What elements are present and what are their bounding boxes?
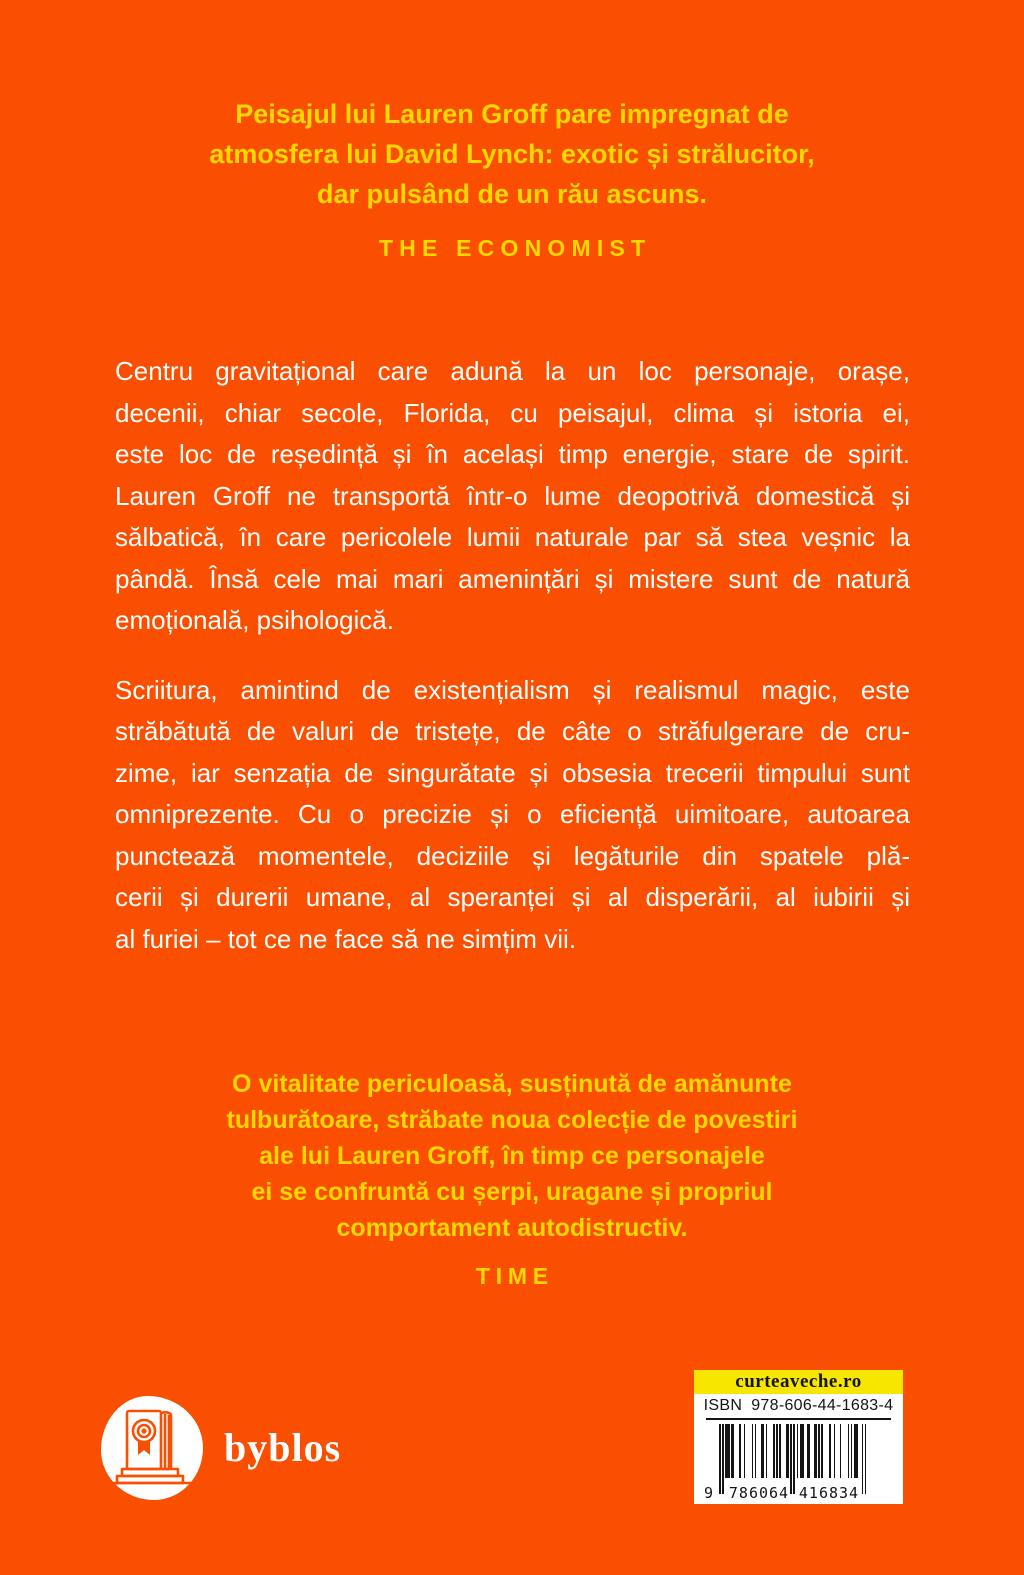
barcode xyxy=(694,1424,903,1502)
barcode-bar xyxy=(776,1424,778,1478)
text-line: Centru gravitațional care adună la un loc personaje, orașe, xyxy=(115,356,910,386)
text-line: decenii, chiar secole, Florida, cu peisajul, clima și istoria ei, xyxy=(115,397,910,428)
text-line: tulburătoare, străbate noua colecție de povestiri xyxy=(226,1106,798,1134)
bottom-quote-attribution: TIME xyxy=(475,1263,554,1289)
text-line: O vitalitate periculoasă, susținută de amănunte xyxy=(232,1070,792,1098)
barcode-bar xyxy=(733,1424,735,1478)
barcode-digit-left-group: 786064 xyxy=(728,1484,790,1502)
top-quote xyxy=(0,94,1024,268)
barcode-bar xyxy=(857,1424,859,1478)
description-paragraph-1 xyxy=(115,351,910,642)
top-quote-attribution: THE ECONOMIST xyxy=(378,235,652,261)
barcode-bar xyxy=(755,1424,757,1478)
bottom-quote xyxy=(0,1066,1024,1294)
barcode-bar xyxy=(739,1424,741,1478)
text-line: al furiei – tot ce ne face să ne simțim vii. xyxy=(115,923,576,954)
top-quote-text xyxy=(0,94,1024,214)
text-line: este loc de reședință și în același timp energie, stare de spirit. xyxy=(115,439,910,469)
barcode-bar xyxy=(848,1424,850,1478)
barcode-bar xyxy=(829,1424,831,1478)
barcode-bar xyxy=(744,1424,746,1478)
text-line: străbătută de valuri de tristețe, de câte o străfulgerare de cru- xyxy=(115,716,910,746)
text-line: pândă. Însă cele mai mari amenințări și mistere sunt de natură xyxy=(115,563,910,594)
barcode-bar xyxy=(779,1424,781,1478)
barcode-bar xyxy=(787,1424,789,1478)
text-line: comportament autodistructiv. xyxy=(336,1214,688,1242)
barcode-bar xyxy=(821,1424,823,1478)
text-line: emoțională, psihologică. xyxy=(115,605,394,635)
text-line: Lauren Groff ne transportă într-o lume deopotrivă domestică și xyxy=(115,480,910,511)
barcode-digit-lead: 9 xyxy=(703,1484,715,1502)
barcode-bar xyxy=(722,1424,724,1494)
barcode-bar xyxy=(762,1424,764,1478)
publisher-logo-blob xyxy=(101,1396,203,1500)
barcode-bar xyxy=(766,1424,768,1478)
barcode-bar xyxy=(840,1424,842,1478)
barcode-panel xyxy=(694,1370,903,1504)
text-line: cerii și durerii umane, al speranței și al disperării, al iubirii și xyxy=(115,882,910,912)
barcode-bar xyxy=(865,1424,867,1494)
text-line: Scriitura, amintind de existențialism și realismul magic, este xyxy=(115,674,910,705)
barcode-bar xyxy=(752,1424,754,1478)
description xyxy=(115,351,910,960)
barcode-bar xyxy=(797,1424,799,1478)
barcode-bar xyxy=(862,1424,864,1494)
text-line: dar pulsând de un rău ascuns. xyxy=(316,179,708,209)
barcode-bar xyxy=(773,1424,775,1478)
text-line: atmosfera lui David Lynch: exotic și strălucitor, xyxy=(209,139,815,169)
publisher-logo xyxy=(101,1396,203,1500)
barcode-bar xyxy=(719,1424,721,1494)
barcode-bar xyxy=(851,1424,853,1478)
text-line: omniprezente. Cu o precizie și o eficiență uimitoare, autoarea xyxy=(115,799,910,829)
barcode-bar xyxy=(809,1424,811,1478)
isbn-divider xyxy=(706,1418,891,1420)
barcode-bar xyxy=(793,1424,795,1494)
text-line: zime, iar senzația de singurătate și obsesia trecerii timpului sunt xyxy=(115,757,910,788)
isbn-row xyxy=(694,1397,903,1415)
book-monument-icon xyxy=(110,1403,194,1493)
barcode-bar xyxy=(803,1424,805,1478)
text-line: Peisajul lui Lauren Groff pare impregnat de xyxy=(235,99,789,129)
barcode-bar xyxy=(834,1424,836,1478)
barcode-bar xyxy=(728,1424,730,1478)
publisher-wordmark: byblos xyxy=(224,1425,342,1470)
rosette-ribbon xyxy=(138,1441,150,1455)
text-line: ei se confruntă cu șerpi, uragane și propriul xyxy=(251,1178,773,1206)
text-line: punctează momentele, deciziile și legăturile din spatele plă- xyxy=(115,840,910,871)
text-line: ale lui Lauren Groff, în timp ce personajele xyxy=(259,1142,765,1170)
barcode-bar xyxy=(818,1424,820,1478)
barcode-digit-right-group: 416834 xyxy=(798,1484,860,1502)
isbn-label: ISBN xyxy=(703,1397,743,1414)
text-line: sălbatică, în care pericolele lumii naturale par să stea veșnic la xyxy=(115,522,910,552)
publisher-website: curteaveche.ro xyxy=(694,1370,903,1394)
bottom-quote-text xyxy=(0,1066,1024,1246)
isbn-number: 978-606-44-1683-4 xyxy=(751,1397,894,1414)
barcode-bar xyxy=(815,1424,817,1478)
description-paragraph-2 xyxy=(115,670,910,961)
rosette-center-dot xyxy=(141,1428,146,1433)
